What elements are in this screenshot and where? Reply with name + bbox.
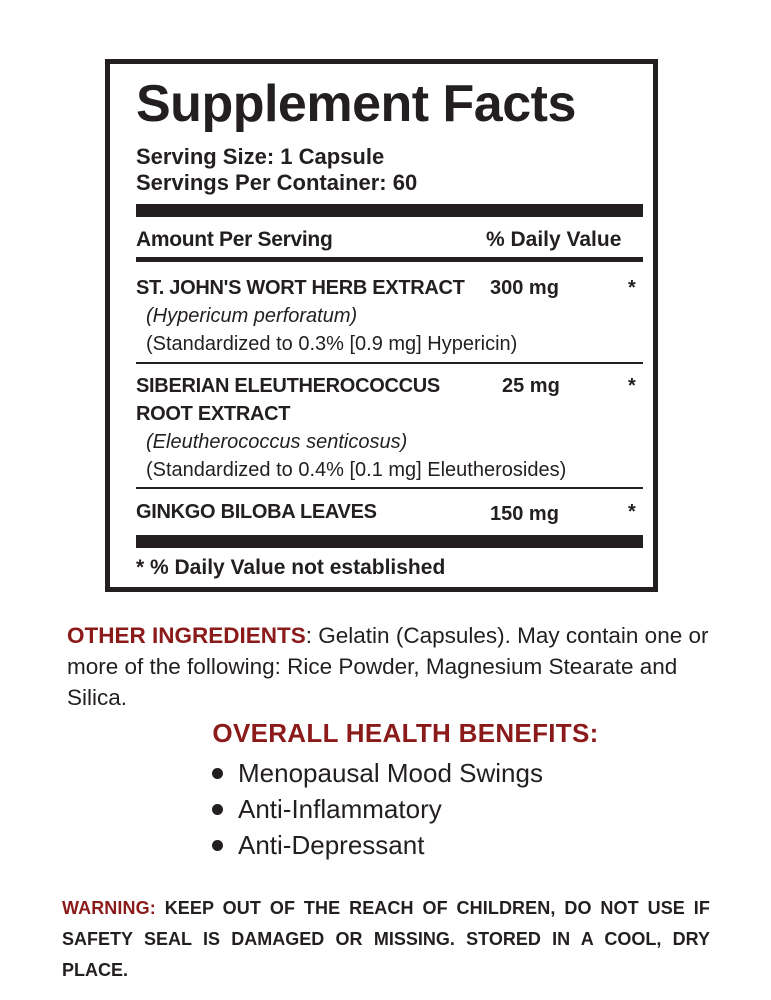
benefit-text: Anti-Inflammatory: [238, 794, 442, 824]
benefit-text: Anti-Depressant: [238, 830, 425, 860]
row-divider: [136, 487, 643, 489]
header-divider: [136, 257, 643, 262]
warning-line-2: SAFETY SEAL IS DAMAGED OR MISSING. STORED IN A COOL, DRY PLACE.: [62, 929, 710, 980]
list-item: [212, 827, 543, 863]
benefit-text: Menopausal Mood Swings: [238, 758, 543, 788]
ingredient-amount: 25 mg: [502, 375, 560, 397]
bullet-icon: [212, 804, 223, 815]
ingredient-latin-name: (Hypericum perforatum): [146, 305, 358, 327]
ingredient-daily-value: *: [628, 277, 636, 299]
serving-size: Serving Size: 1 Capsule: [136, 144, 385, 169]
warning-label: WARNING:: [62, 898, 156, 918]
list-item: [212, 791, 543, 827]
other-ingredients: [67, 620, 717, 713]
other-ingredients-text: : Gelatin (Capsules). May contain one or more of the following: Rice Powder, Magnesium Stearate and Silica.: [67, 623, 709, 710]
benefits-list: [212, 755, 543, 863]
warning-text: KEEP OUT OF THE REACH OF CHILDREN, DO NOT USE IF: [164, 898, 710, 918]
servings-per-container: Servings Per Container: 60: [136, 170, 418, 195]
thick-divider: [136, 535, 643, 548]
ingredient-daily-value: *: [628, 501, 636, 523]
ingredient-name: SIBERIAN ELEUTHEROCOCCUS: [136, 375, 440, 397]
list-item: [212, 755, 543, 791]
daily-value-footnote: * % Daily Value not established: [136, 556, 446, 579]
ingredient-name: ST. JOHN'S WORT HERB EXTRACT: [136, 277, 465, 299]
ingredient-daily-value: *: [628, 375, 636, 397]
other-ingredients-label: OTHER INGREDIENTS: [67, 623, 306, 648]
warning-line-1: [62, 893, 710, 924]
facts-title: Supplement Facts: [136, 75, 576, 133]
supplement-facts-panel: [105, 59, 658, 592]
ingredient-amount: 150 mg: [490, 503, 559, 525]
benefits-title: OVERALL HEALTH BENEFITS:: [212, 718, 599, 748]
ingredient-latin-name: (Eleutherococcus senticosus): [146, 431, 408, 453]
thick-divider: [136, 204, 643, 217]
row-divider: [136, 362, 643, 364]
header-daily-value: % Daily Value: [486, 228, 622, 251]
ingredient-name: GINKGO BILOBA LEAVES: [136, 501, 377, 523]
header-amount-per-serving: Amount Per Serving: [136, 228, 333, 251]
ingredient-amount: 300 mg: [490, 277, 559, 299]
bullet-icon: [212, 768, 223, 779]
ingredient-standardization: (Standardized to 0.4% [0.1 mg] Eleutherosides): [146, 459, 567, 481]
ingredient-name-continued: ROOT EXTRACT: [136, 403, 291, 425]
bullet-icon: [212, 840, 223, 851]
ingredient-standardization: (Standardized to 0.3% [0.9 mg] Hypericin): [146, 333, 518, 355]
